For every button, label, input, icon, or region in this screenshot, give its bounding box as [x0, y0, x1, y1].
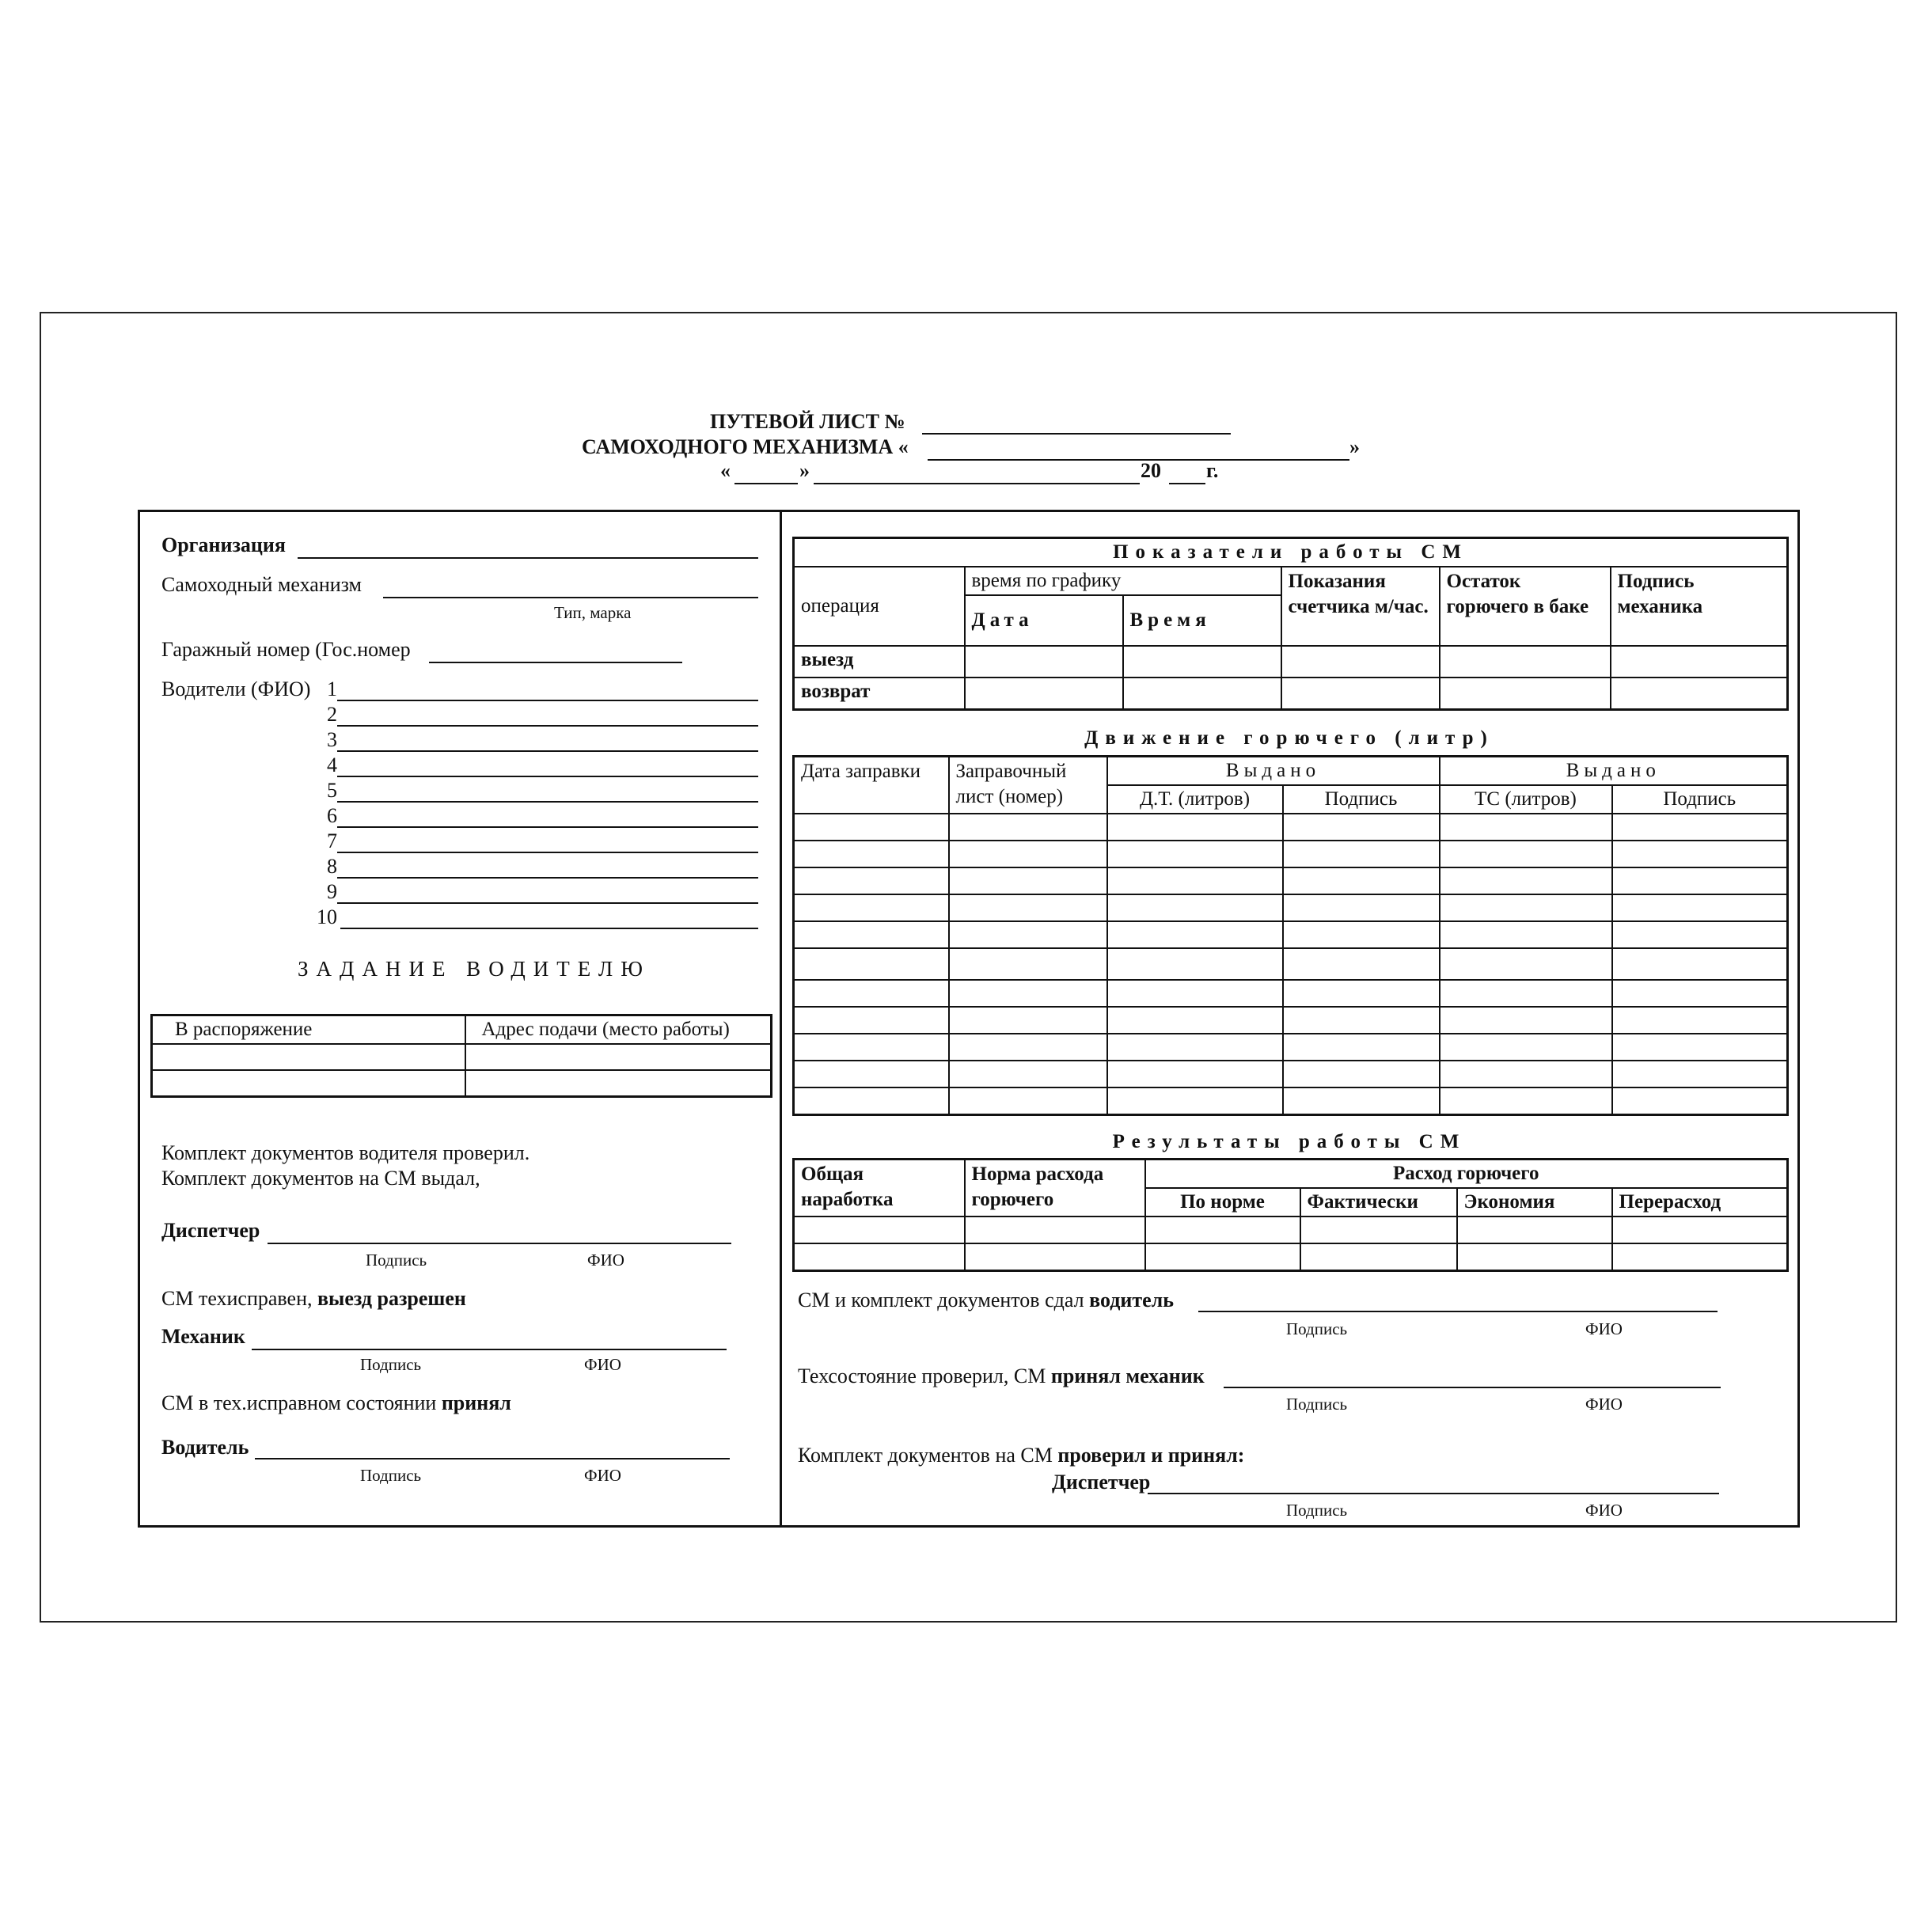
driver-field[interactable] [337, 902, 758, 904]
fuel-cell[interactable] [1107, 921, 1283, 948]
results-cell[interactable] [1300, 1243, 1457, 1270]
mechanic-sign-hint: Подпись [360, 1355, 422, 1374]
fuel-cell[interactable] [1612, 841, 1788, 867]
task-cell[interactable] [465, 1044, 772, 1070]
fuel-cell[interactable] [1440, 948, 1612, 980]
dispatcher-fio-hint: ФИО [587, 1251, 624, 1270]
results-header-actual: Фактически [1300, 1188, 1457, 1217]
task-header-disposal: В распоряжение [152, 1015, 465, 1045]
tech-checked-sign-hint: Подпись [1286, 1395, 1348, 1414]
dispatcher-sign-hint: Подпись [366, 1251, 427, 1270]
accepted-text: СМ в тех.исправном состоянии принял [161, 1391, 511, 1414]
performance-cell[interactable] [1611, 678, 1788, 709]
results-cell[interactable] [1457, 1243, 1612, 1270]
performance-title: Показатели работы СМ [794, 538, 1788, 567]
fuel-row [794, 948, 1788, 980]
performance-cell[interactable] [1123, 646, 1281, 678]
performance-cell[interactable] [965, 678, 1123, 709]
fuel-cell[interactable] [1612, 921, 1788, 948]
docs-issued-text: Комплект документов на СМ выдал, [161, 1167, 480, 1190]
fuel-title: Движение горючего (литр) [1084, 727, 1494, 749]
driver-number: 3 [327, 728, 337, 751]
fuel-cell[interactable] [794, 867, 949, 894]
fuel-cell[interactable] [794, 1007, 949, 1034]
fuel-cell[interactable] [1612, 948, 1788, 980]
handed-text: СМ и комплект документов сдал водитель [798, 1289, 1174, 1311]
fuel-cell[interactable] [1283, 1034, 1440, 1061]
driver-number: 6 [327, 804, 337, 827]
driver-number: 1 [327, 678, 337, 700]
task-header-address: Адрес подачи (место работы) [465, 1015, 772, 1045]
performance-table [792, 537, 1789, 711]
fuel-cell[interactable] [794, 1087, 949, 1114]
fuel-cell[interactable] [1283, 841, 1440, 867]
fuel-header-date: Дата заправки [794, 757, 949, 814]
dispatcher-label: Диспетчер [161, 1219, 260, 1242]
fuel-cell[interactable] [1440, 1061, 1612, 1087]
performance-header-schedule: время по графику [965, 567, 1281, 595]
fuel-cell[interactable] [949, 1087, 1107, 1114]
fuel-cell[interactable] [1440, 980, 1612, 1007]
fuel-header-sheet: Заправочный лист (номер) [949, 757, 1107, 814]
fuel-row [794, 921, 1788, 948]
driver-fio-hint: ФИО [584, 1466, 621, 1485]
driver-field[interactable] [337, 776, 758, 777]
date-year-suffix: г. [1206, 459, 1219, 482]
fuel-cell[interactable] [949, 1007, 1107, 1034]
task-cell[interactable] [152, 1044, 465, 1070]
fuel-cell[interactable] [1440, 1087, 1612, 1114]
performance-row-departure: выезд [794, 646, 965, 678]
dispatcher-final-sign-hint: Подпись [1286, 1501, 1348, 1520]
fuel-header-ts: ТС (литров) [1440, 785, 1612, 814]
task-cell[interactable] [152, 1070, 465, 1096]
mechanic-sign-field[interactable] [252, 1349, 727, 1350]
fuel-cell[interactable] [794, 1061, 949, 1087]
performance-cell[interactable] [1123, 678, 1281, 709]
date-year-field[interactable] [1169, 483, 1205, 484]
fuel-row [794, 867, 1788, 894]
fuel-cell[interactable] [1612, 1007, 1788, 1034]
fuel-cell[interactable] [949, 814, 1107, 841]
results-cell[interactable] [1612, 1243, 1788, 1270]
fuel-cell[interactable] [794, 948, 949, 980]
performance-cell[interactable] [1281, 646, 1440, 678]
dispatcher-final-sign-field[interactable] [1148, 1493, 1719, 1494]
form-divider [780, 510, 782, 1528]
performance-cell[interactable] [965, 646, 1123, 678]
fuel-cell[interactable] [1107, 841, 1283, 867]
mechanism-label: Самоходный механизм [161, 573, 362, 596]
fuel-cell[interactable] [949, 948, 1107, 980]
date-day-field[interactable] [734, 483, 798, 484]
driver-number: 8 [327, 855, 337, 878]
driver-number: 10 [317, 905, 337, 928]
dispatcher-final-fio-hint: ФИО [1585, 1501, 1623, 1520]
results-cell[interactable] [794, 1243, 965, 1270]
driver-field[interactable] [337, 826, 758, 828]
tech-checked-sign-field[interactable] [1224, 1387, 1721, 1388]
mechanism-hint: Тип, марка [554, 603, 632, 622]
fuel-cell[interactable] [1440, 921, 1612, 948]
date-month-field[interactable] [814, 483, 1140, 484]
docs-accepted-text: Комплект документов на СМ проверил и принял: [798, 1444, 1245, 1467]
results-title: Результаты работы СМ [1112, 1131, 1467, 1152]
driver-field[interactable] [337, 700, 758, 701]
fuel-cell[interactable] [794, 921, 949, 948]
fuel-cell[interactable] [1612, 1034, 1788, 1061]
date-year-prefix: 20 [1141, 459, 1161, 482]
header-title-line1: ПУТЕВОЙ ЛИСТ № [710, 410, 905, 433]
docs-checked-text: Комплект документов водителя проверил. [161, 1141, 530, 1164]
handed-sign-field[interactable] [1198, 1311, 1718, 1312]
results-cell[interactable] [1145, 1243, 1300, 1270]
performance-header-meter: Показания счетчика м/час. [1281, 567, 1440, 646]
results-cell[interactable] [1145, 1217, 1300, 1243]
results-cell[interactable] [1300, 1217, 1457, 1243]
results-header-norm: Норма расхода горючего [965, 1160, 1145, 1217]
fuel-cell[interactable] [1283, 814, 1440, 841]
fuel-cell[interactable] [1440, 814, 1612, 841]
fuel-cell[interactable] [1612, 980, 1788, 1007]
fuel-cell[interactable] [1107, 980, 1283, 1007]
fuel-cell[interactable] [1283, 1007, 1440, 1034]
fuel-cell[interactable] [1107, 1034, 1283, 1061]
fuel-row [794, 1087, 1788, 1114]
driver-sign-field[interactable] [255, 1458, 730, 1459]
fuel-cell[interactable] [1107, 948, 1283, 980]
fuel-cell[interactable] [1283, 894, 1440, 921]
fuel-cell[interactable] [1107, 1087, 1283, 1114]
date-quote-open: « [720, 459, 731, 482]
handed-sign-hint: Подпись [1286, 1319, 1348, 1338]
results-header-consumption: Расход горючего [1145, 1160, 1788, 1189]
tech-ok-text: СМ техисправен, выезд разрешен [161, 1287, 466, 1310]
fuel-cell[interactable] [949, 980, 1107, 1007]
performance-cell[interactable] [1611, 646, 1788, 678]
waybill-number-field[interactable] [922, 433, 1231, 435]
fuel-header-issued-dt: Выдано [1107, 757, 1440, 786]
fuel-cell[interactable] [1283, 867, 1440, 894]
fuel-header-sign-dt: Подпись [1283, 785, 1440, 814]
driver-label: Водитель [161, 1436, 249, 1459]
garage-label: Гаражный номер (Гос.номер [161, 638, 411, 661]
fuel-cell[interactable] [794, 841, 949, 867]
driver-field[interactable] [337, 750, 758, 752]
fuel-cell[interactable] [1107, 894, 1283, 921]
driver-number: 5 [327, 779, 337, 802]
garage-field[interactable] [429, 662, 682, 663]
fuel-cell[interactable] [1283, 1087, 1440, 1114]
results-header-overuse: Перерасход [1612, 1188, 1788, 1217]
results-cell[interactable] [794, 1217, 965, 1243]
fuel-cell[interactable] [1440, 867, 1612, 894]
driver-number: 9 [327, 880, 337, 903]
tech-checked-fio-hint: ФИО [1585, 1395, 1623, 1414]
fuel-cell[interactable] [794, 894, 949, 921]
fuel-row [794, 1034, 1788, 1061]
tech-checked-text: Техсостояние проверил, СМ принял механик [798, 1365, 1205, 1387]
fuel-cell[interactable] [1612, 1061, 1788, 1087]
driver-field[interactable] [340, 928, 758, 929]
fuel-table [792, 755, 1789, 1116]
fuel-header-dt: Д.Т. (литров) [1107, 785, 1283, 814]
performance-cell[interactable] [1281, 678, 1440, 709]
driver-field[interactable] [337, 801, 758, 803]
fuel-cell[interactable] [949, 867, 1107, 894]
task-table [150, 1014, 772, 1098]
fuel-cell[interactable] [949, 1061, 1107, 1087]
driver-number: 2 [327, 703, 337, 726]
results-cell[interactable] [1457, 1217, 1612, 1243]
handed-fio-hint: ФИО [1585, 1319, 1623, 1338]
fuel-row [794, 814, 1788, 841]
fuel-row [794, 1007, 1788, 1034]
fuel-cell[interactable] [1440, 894, 1612, 921]
fuel-cell[interactable] [949, 1034, 1107, 1061]
dispatcher-final-label: Диспетчер [1052, 1471, 1151, 1494]
task-cell[interactable] [465, 1070, 772, 1096]
performance-header-fuel-left: Остаток горючего в баке [1440, 567, 1611, 646]
driver-field[interactable] [337, 877, 758, 879]
fuel-cell[interactable] [1612, 814, 1788, 841]
fuel-row [794, 1061, 1788, 1087]
mechanic-fio-hint: ФИО [584, 1355, 621, 1374]
performance-row-return: возврат [794, 678, 965, 709]
organization-field[interactable] [298, 557, 758, 559]
fuel-cell[interactable] [1283, 1061, 1440, 1087]
performance-header-operation: операция [794, 567, 965, 646]
driver-field[interactable] [337, 725, 758, 727]
fuel-cell[interactable] [1107, 1007, 1283, 1034]
mechanic-label: Механик [161, 1325, 245, 1348]
performance-header-date: Дата [965, 595, 1123, 646]
mechanism-name-field[interactable] [928, 459, 1349, 461]
driver-sign-hint: Подпись [360, 1466, 422, 1485]
fuel-cell[interactable] [949, 894, 1107, 921]
fuel-cell[interactable] [1283, 980, 1440, 1007]
fuel-cell[interactable] [1612, 1087, 1788, 1114]
header-title-line2: САМОХОДНОГО МЕХАНИЗМА « [582, 435, 909, 458]
fuel-cell[interactable] [1283, 921, 1440, 948]
fuel-cell[interactable] [1440, 1034, 1612, 1061]
fuel-cell[interactable] [1612, 867, 1788, 894]
performance-header-mechanic-sign: Подпись механика [1611, 567, 1788, 646]
results-cell[interactable] [965, 1243, 1145, 1270]
results-cell[interactable] [965, 1217, 1145, 1243]
date-quote-close: » [799, 459, 810, 482]
fuel-cell[interactable] [794, 814, 949, 841]
fuel-cell[interactable] [1440, 1007, 1612, 1034]
performance-cell[interactable] [1440, 678, 1611, 709]
driver-field[interactable] [337, 852, 758, 853]
fuel-cell[interactable] [794, 980, 949, 1007]
drivers-label: Водители (ФИО) [161, 678, 311, 700]
driver-number: 7 [327, 829, 337, 852]
fuel-header-issued-ts: Выдано [1440, 757, 1788, 786]
fuel-cell[interactable] [1107, 867, 1283, 894]
results-table [792, 1158, 1789, 1272]
dispatcher-sign-field[interactable] [268, 1243, 731, 1244]
fuel-row [794, 980, 1788, 1007]
fuel-cell[interactable] [1107, 814, 1283, 841]
results-header-total: Общая наработка [794, 1160, 965, 1217]
fuel-cell[interactable] [949, 921, 1107, 948]
performance-header-time: Время [1123, 595, 1281, 646]
results-cell[interactable] [1612, 1217, 1788, 1243]
mechanism-field[interactable] [383, 597, 758, 598]
driver-number: 4 [327, 753, 337, 776]
organization-label: Организация [161, 533, 286, 556]
task-title: ЗАДАНИЕ ВОДИТЕЛЮ [298, 957, 651, 981]
fuel-cell[interactable] [1612, 894, 1788, 921]
results-header-saving: Экономия [1457, 1188, 1612, 1217]
fuel-cell[interactable] [1283, 948, 1440, 980]
fuel-row [794, 841, 1788, 867]
fuel-header-sign-ts: Подпись [1612, 785, 1788, 814]
performance-cell[interactable] [1440, 646, 1611, 678]
fuel-cell[interactable] [1440, 841, 1612, 867]
fuel-cell[interactable] [949, 841, 1107, 867]
fuel-row [794, 894, 1788, 921]
fuel-cell[interactable] [1107, 1061, 1283, 1087]
results-header-by-norm: По норме [1145, 1188, 1300, 1217]
header-quote-close: » [1349, 435, 1360, 458]
fuel-cell[interactable] [794, 1034, 949, 1061]
